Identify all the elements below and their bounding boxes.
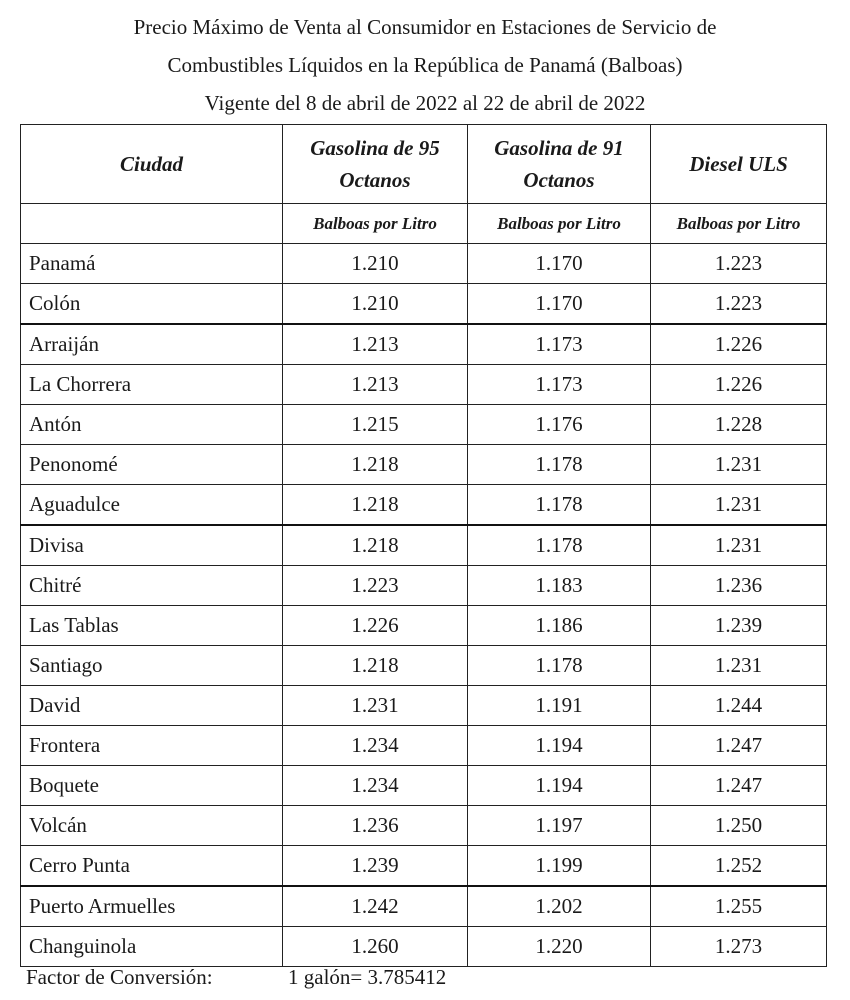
table-units-row (21, 204, 827, 244)
diesel-cell: 1.226 (651, 324, 827, 365)
gasoline-91-cell: 1.186 (468, 606, 651, 646)
city-cell: Colón (21, 284, 283, 325)
gasoline-95-cell: 1.218 (283, 525, 468, 566)
city-cell: Chitré (21, 566, 283, 606)
gasoline-91-cell: 1.178 (468, 445, 651, 485)
fuel-price-table (20, 124, 827, 967)
gasoline-95-cell: 1.260 (283, 927, 468, 967)
gasoline-95-cell: 1.242 (283, 886, 468, 927)
gasoline-95-cell: 1.213 (283, 365, 468, 405)
city-cell: Puerto Armuelles (21, 886, 283, 927)
diesel-cell: 1.252 (651, 846, 827, 887)
table-body (21, 244, 827, 967)
gasoline-95-cell: 1.218 (283, 445, 468, 485)
table-row (21, 606, 827, 646)
city-cell: Penonomé (21, 445, 283, 485)
city-cell: Divisa (21, 525, 283, 566)
diesel-cell: 1.236 (651, 566, 827, 606)
title-line-3: Vigente del 8 de abril de 2022 al 22 de abril de 2022 (204, 91, 646, 115)
units-gasoline-91: Balboas por Litro (468, 204, 651, 244)
gasoline-91-cell: 1.220 (468, 927, 651, 967)
units-gasoline-95: Balboas por Litro (283, 204, 468, 244)
gasoline-95-cell: 1.213 (283, 324, 468, 365)
table-row (21, 485, 827, 526)
diesel-cell: 1.247 (651, 766, 827, 806)
table-row (21, 646, 827, 686)
city-cell: Las Tablas (21, 606, 283, 646)
table-row (21, 324, 827, 365)
gasoline-95-cell: 1.223 (283, 566, 468, 606)
units-diesel: Balboas por Litro (651, 204, 827, 244)
table-row (21, 686, 827, 726)
conversion-label: Factor de Conversión: (26, 965, 213, 989)
gasoline-95-cell: 1.239 (283, 846, 468, 887)
table-row (21, 284, 827, 325)
gasoline-95-cell: 1.231 (283, 686, 468, 726)
header-diesel: Diesel ULS (651, 125, 827, 204)
gasoline-95-cell: 1.215 (283, 405, 468, 445)
gasoline-95-cell: 1.218 (283, 485, 468, 526)
gasoline-95-cell: 1.226 (283, 606, 468, 646)
diesel-cell: 1.273 (651, 927, 827, 967)
gasoline-91-cell: 1.202 (468, 886, 651, 927)
table-row (21, 405, 827, 445)
table-row (21, 445, 827, 485)
diesel-cell: 1.250 (651, 806, 827, 846)
diesel-cell: 1.239 (651, 606, 827, 646)
city-cell: Arraiján (21, 324, 283, 365)
gasoline-91-cell: 1.197 (468, 806, 651, 846)
diesel-cell: 1.223 (651, 244, 827, 284)
gasoline-91-cell: 1.173 (468, 365, 651, 405)
diesel-cell: 1.231 (651, 525, 827, 566)
city-cell: Santiago (21, 646, 283, 686)
gasoline-91-cell: 1.194 (468, 726, 651, 766)
diesel-cell: 1.255 (651, 886, 827, 927)
table-row (21, 566, 827, 606)
diesel-cell: 1.226 (651, 365, 827, 405)
diesel-cell: 1.231 (651, 646, 827, 686)
gasoline-91-cell: 1.170 (468, 284, 651, 325)
diesel-cell: 1.247 (651, 726, 827, 766)
conversion-factor (26, 965, 446, 990)
gasoline-91-cell: 1.183 (468, 566, 651, 606)
gasoline-91-cell: 1.173 (468, 324, 651, 365)
city-cell: La Chorrera (21, 365, 283, 405)
gasoline-91-cell: 1.178 (468, 646, 651, 686)
city-cell: Cerro Punta (21, 846, 283, 887)
city-cell: Boquete (21, 766, 283, 806)
diesel-cell: 1.244 (651, 686, 827, 726)
header-gasoline-95: Gasolina de 95 Octanos (283, 125, 468, 204)
gasoline-91-cell: 1.178 (468, 485, 651, 526)
gasoline-95-cell: 1.218 (283, 646, 468, 686)
document-title (0, 8, 850, 122)
gasoline-91-cell: 1.199 (468, 846, 651, 887)
gasoline-95-cell: 1.210 (283, 284, 468, 325)
gasoline-91-cell: 1.191 (468, 686, 651, 726)
city-cell: Changuinola (21, 927, 283, 967)
table-row (21, 766, 827, 806)
title-line-1: Precio Máximo de Venta al Consumidor en Estaciones de Servicio de (133, 15, 717, 39)
table-row (21, 525, 827, 566)
gasoline-95-cell: 1.234 (283, 766, 468, 806)
table-row (21, 846, 827, 887)
table-row (21, 244, 827, 284)
diesel-cell: 1.228 (651, 405, 827, 445)
table-row (21, 806, 827, 846)
table-row (21, 726, 827, 766)
gasoline-95-cell: 1.236 (283, 806, 468, 846)
city-cell: David (21, 686, 283, 726)
conversion-value: 1 galón= 3.785412 (288, 965, 447, 989)
diesel-cell: 1.231 (651, 445, 827, 485)
gasoline-95-cell: 1.234 (283, 726, 468, 766)
table-row (21, 886, 827, 927)
city-cell: Aguadulce (21, 485, 283, 526)
table-header-row (21, 125, 827, 204)
gasoline-91-cell: 1.170 (468, 244, 651, 284)
city-cell: Panamá (21, 244, 283, 284)
header-city: Ciudad (21, 125, 283, 204)
title-line-2: Combustibles Líquidos en la República de Panamá (Balboas) (167, 53, 683, 77)
city-cell: Volcán (21, 806, 283, 846)
gasoline-91-cell: 1.178 (468, 525, 651, 566)
gasoline-95-cell: 1.210 (283, 244, 468, 284)
diesel-cell: 1.223 (651, 284, 827, 325)
city-cell: Antón (21, 405, 283, 445)
gasoline-91-cell: 1.194 (468, 766, 651, 806)
table-row (21, 365, 827, 405)
city-cell: Frontera (21, 726, 283, 766)
table-row (21, 927, 827, 967)
diesel-cell: 1.231 (651, 485, 827, 526)
header-gasoline-91: Gasolina de 91 Octanos (468, 125, 651, 204)
units-empty (21, 204, 283, 244)
gasoline-91-cell: 1.176 (468, 405, 651, 445)
